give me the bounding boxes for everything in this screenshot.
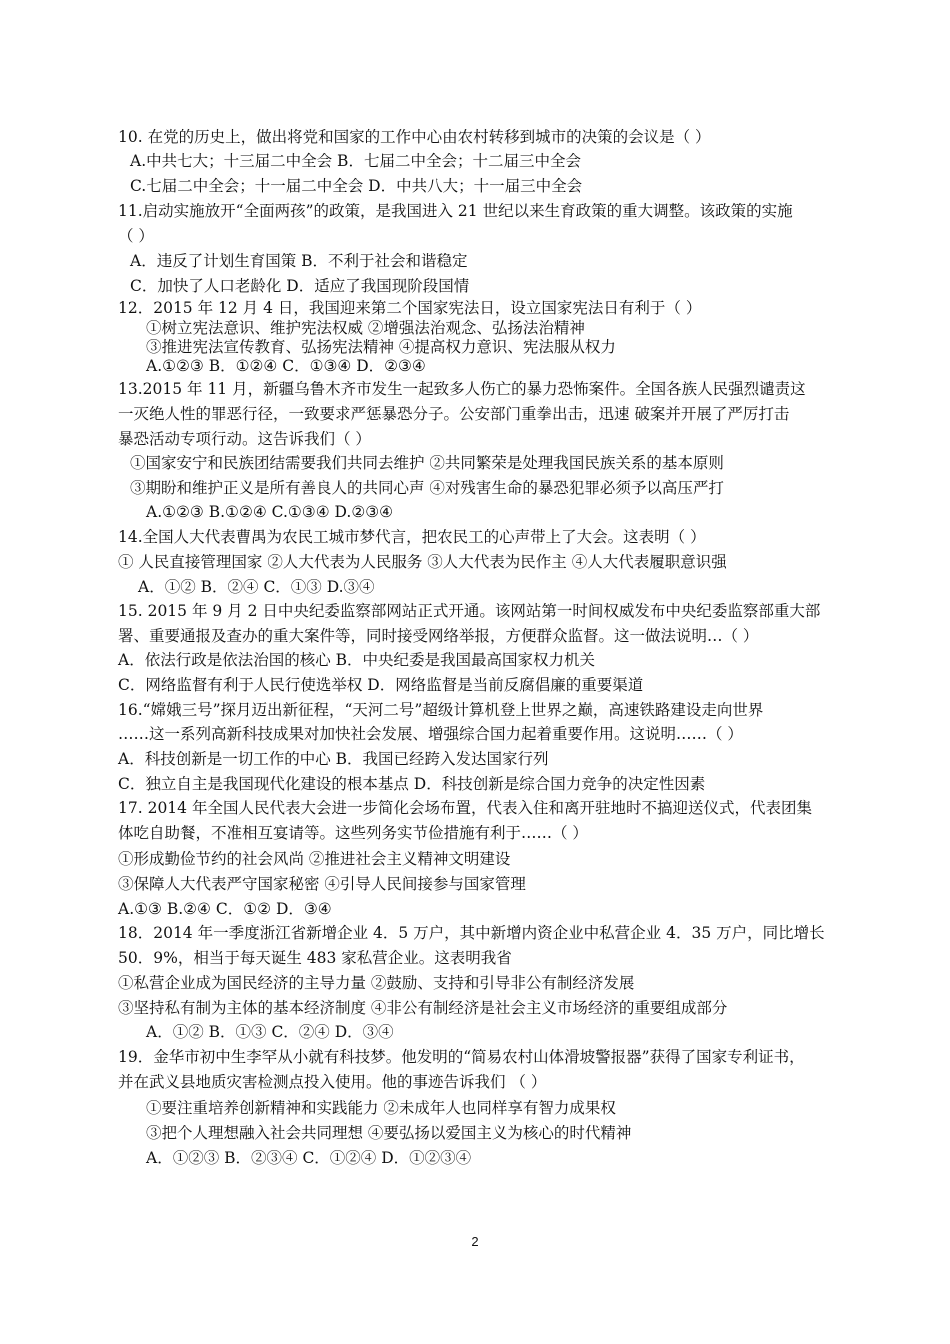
q11-options-ab: A．违反了计划生育国策 B．不利于社会和谐稳定	[130, 252, 468, 270]
q18-statements-34: ③坚持私有制为主体的基本经济制度 ④非公有制经济是社会主义市场经济的重要组成部分	[118, 999, 728, 1017]
q16-options-ab: A．科技创新是一切工作的中心 B．我国已经跨入发达国家行列	[118, 750, 549, 768]
q15-stem-cont: 署、重要通报及查办的重大案件等，同时接受网络举报，方便群众监督。这一做法说明…（ ）	[118, 627, 759, 645]
q11-stem: 11.启动实施放开“全面两孩”的政策，是我国进入 21 世纪以来生育政策的重大调整。该政策的实施	[118, 202, 793, 220]
q15-options-cd: C．网络监督有利于人民行使选举权 D．网络监督是当前反腐倡廉的重要渠道	[118, 676, 644, 694]
q19-stem: 19．金华市初中生李罕从小就有科技梦。他发明的“简易农村山体滑坡警报器”获得了国家专利证书，	[118, 1048, 805, 1066]
q17-stem: 17. 2014 年全国人民代表大会进一步简化会场布置，代表入住和离开驻地时不搞迎送仪式，代表团集	[118, 799, 812, 817]
q14-options: A．①② B．②④ C．①③ D.③④	[138, 578, 375, 596]
q13-stem: 13.2015 年 11 月，新疆乌鲁木齐市发生一起致多人伤亡的暴力恐怖案件。全国各族人民强烈谴责这	[118, 380, 806, 398]
q19-statements-12: ①要注重培养创新精神和实践能力 ②未成年人也同样享有智力成果权	[146, 1099, 616, 1117]
q18-statements-12: ①私营企业成为国民经济的主导力量 ②鼓励、支持和引导非公有制经济发展	[118, 974, 635, 992]
q11-options-cd: C．加快了人口老龄化 D．适应了我国现阶段国情	[130, 277, 470, 295]
q16-stem-cont: ……这一系列高新科技成果对加快社会发展、增强综合国力起着重要作用。这说明……（ ）	[118, 725, 743, 743]
q17-statements-34: ③保障人大代表严守国家秘密 ④引导人民间接参与国家管理	[118, 875, 526, 893]
q12-statements-12: ①树立宪法意识、维护宪法权威 ②增强法治观念、弘扬法治精神	[146, 319, 585, 337]
q12-statements-34: ③推进宪法宣传教育、弘扬宪法精神 ④提高权力意识、宪法服从权力	[146, 338, 616, 356]
q10-options-ab: A.中共七大；十三届二中全会 B．七届二中全会；十二届三中全会	[130, 152, 581, 170]
q13-statements-12: ①国家安宁和民族团结需要我们共同去维护 ②共同繁荣是处理我国民族关系的基本原则	[130, 454, 724, 472]
q15-stem: 15. 2015 年 9 月 2 日中央纪委监察部网站正式开通。该网站第一时间权威发布中央纪委监察部重大部	[118, 602, 821, 620]
q18-options: A．①② B．①③ C．②④ D．③④	[146, 1023, 394, 1041]
q12-stem: 12．2015 年 12 月 4 日，我国迎来第二个国家宪法日，设立国家宪法日有利于（ ）	[118, 299, 702, 317]
q13-options: A.①②③ B.①②④ C.①③④ D.②③④	[146, 503, 394, 521]
q14-stem: 14.全国人大代表曹禺为农民工城市梦代言，把农民工的心声带上了大会。这表明（ ）	[118, 528, 706, 546]
q11-stem-cont: （ ）	[118, 227, 154, 245]
q17-options: A.①③ B.②④ C．①② D．③④	[118, 900, 332, 918]
page-number: 2	[471, 1234, 479, 1249]
q17-statements-12: ①形成勤俭节约的社会风尚 ②推进社会主义精神文明建设	[118, 850, 511, 868]
q12-options: A.①②③ B．①②④ C．①③④ D．②③④	[146, 357, 426, 375]
q19-stem-cont: 并在武义县地质灾害检测点投入使用。他的事迹告诉我们 （ ）	[118, 1073, 547, 1091]
q19-options: A．①②③ B．②③④ C．①②④ D．①②③④	[146, 1149, 472, 1167]
q19-statements-34: ③把个人理想融入社会共同理想 ④要弘扬以爱国主义为核心的时代精神	[146, 1124, 632, 1142]
q13-stem-cont2: 暴恐活动专项行动。这告诉我们（ ）	[118, 430, 371, 448]
q15-options-ab: A．依法行政是依法治国的核心 B．中央纪委是我国最高国家权力机关	[118, 651, 596, 669]
q16-stem: 16.“嫦娥三号”探月迈出新征程，“天河二号”超级计算机登上世界之巅，高速铁路建设走向世界	[118, 701, 764, 719]
q10-stem: 10. 在党的历史上，做出将党和国家的工作中心由农村转移到城市的决策的会议是（ ）	[118, 128, 711, 146]
q10-options-cd: C.七届二中全会；十一届二中全会 D．中共八大；十一届三中全会	[130, 177, 583, 195]
q13-statements-34: ③期盼和维护正义是所有善良人的共同心声 ④对残害生命的暴恐犯罪必须予以高压严打	[130, 479, 724, 497]
q18-stem-cont: 50．9%，相当于每天诞生 483 家私营企业。这表明我省	[118, 949, 512, 967]
q14-statements: ① 人民直接管理国家 ②人大代表为人民服务 ③人大代表为民作主 ④人大代表履职意识强	[118, 553, 727, 571]
q18-stem: 18．2014 年一季度浙江省新增企业 4．5 万户，其中新增内资企业中私营企业 4．35 万户，同比增长	[118, 924, 825, 942]
q16-options-cd: C．独立自主是我国现代化建设的根本基点 D．科技创新是综合国力竞争的决定性因素	[118, 775, 706, 793]
q17-stem-cont: 体吃自助餐，不准相互宴请等。这些列务实节俭措施有利于……（ ）	[118, 824, 588, 842]
q13-stem-cont1: 一灭绝人性的罪恶行径，一致要求严惩暴恐分子。公安部门重拳出击，迅速 破案并开展了严厉打击	[118, 405, 790, 423]
